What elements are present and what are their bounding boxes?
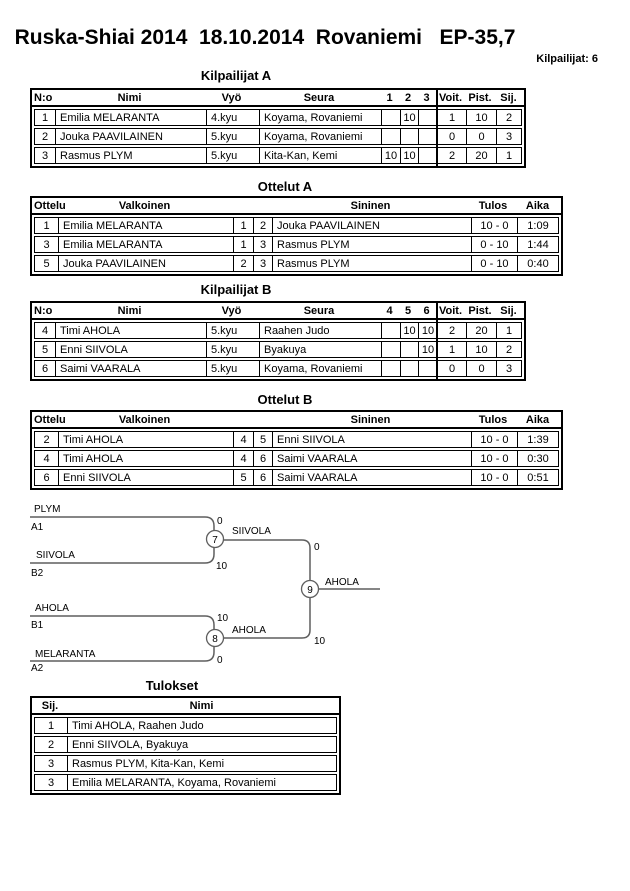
results-body bbox=[32, 715, 339, 793]
cell-white-name: Emilia MELARANTA bbox=[58, 218, 233, 233]
col-header-match: Ottelu bbox=[34, 413, 66, 426]
table-row bbox=[34, 717, 337, 734]
cell-white-name: Jouka PAAVILAINEN bbox=[58, 256, 233, 271]
cell-white-no: 4 bbox=[233, 451, 253, 466]
bracket-competitor-name: PLYM bbox=[34, 504, 61, 515]
cell-no: 1 bbox=[41, 111, 49, 124]
cell-name: Timi AHOLA, Raahen Judo bbox=[67, 718, 336, 733]
cell-blue-no: 2 bbox=[253, 218, 272, 233]
col-header-club: Seura bbox=[303, 304, 335, 317]
results-table bbox=[30, 696, 341, 795]
cell-blue-no: 5 bbox=[253, 432, 272, 447]
cell-place: 1 bbox=[47, 719, 55, 732]
cell-match-no: 3 bbox=[43, 238, 50, 251]
cell-name: Jouka PAAVILAINEN bbox=[55, 129, 206, 144]
cell-match-2: 10 bbox=[400, 110, 418, 125]
table-row bbox=[34, 755, 337, 772]
col-header-match-4: 4 bbox=[386, 304, 393, 317]
cell-match-no: 1 bbox=[43, 219, 50, 232]
bracket-competitor-name: AHOLA bbox=[35, 603, 69, 614]
cell-place: 2 bbox=[496, 110, 521, 125]
cell-blue-no: 3 bbox=[253, 256, 272, 271]
col-header-wins: Voit. bbox=[438, 91, 462, 104]
cell-blue-name: Jouka PAAVILAINEN bbox=[272, 218, 471, 233]
col-header-result: Tulos bbox=[478, 413, 508, 426]
cell-blue-name: Enni SIIVOLA bbox=[272, 432, 471, 447]
cell-no: 5 bbox=[41, 343, 49, 356]
cell-time: 1:09 bbox=[517, 218, 558, 233]
bracket-score: 0 bbox=[314, 542, 320, 553]
cell-name: Timi AHOLA bbox=[55, 323, 206, 338]
col-header-no: N:o bbox=[34, 91, 53, 104]
cell-no: 2 bbox=[41, 130, 49, 143]
cell-no: 3 bbox=[41, 149, 49, 162]
cell-wins: 1 bbox=[437, 110, 466, 125]
cell-result: 0 - 10 bbox=[471, 256, 517, 271]
bracket-seed-tag: B2 bbox=[31, 568, 44, 579]
col-header-place: Sij. bbox=[500, 304, 517, 317]
bracket-seed-tag: A1 bbox=[31, 522, 44, 533]
pool-b-heading: Kilpailijat B bbox=[200, 282, 272, 297]
cell-points: 0 bbox=[466, 361, 496, 376]
col-header-match-2: 2 bbox=[404, 91, 412, 104]
cell-match-no: 5 bbox=[43, 257, 50, 270]
cell-belt: 5.kyu bbox=[206, 342, 259, 357]
results-heading: Tulokset bbox=[145, 678, 199, 693]
cell-result: 10 - 0 bbox=[471, 451, 517, 466]
cell-club: Koyama, Rovaniemi bbox=[259, 110, 381, 125]
cell-white-no: 4 bbox=[233, 432, 253, 447]
cell-name: Emilia MELARANTA bbox=[55, 110, 206, 125]
cell-points: 10 bbox=[466, 342, 496, 357]
bracket-champion-name: AHOLA bbox=[325, 577, 359, 588]
cell-place: 3 bbox=[496, 361, 521, 376]
cell-points: 0 bbox=[466, 129, 496, 144]
bracket-competitor-name: SIIVOLA bbox=[36, 550, 75, 561]
bracket-score: 0 bbox=[217, 516, 223, 527]
col-header-time: Aika bbox=[525, 413, 550, 426]
results-header-row bbox=[32, 698, 339, 715]
bracket-winner-name: SIIVOLA bbox=[232, 526, 271, 537]
bracket-seed-tag: A2 bbox=[31, 663, 44, 674]
col-header-result: Tulos bbox=[478, 199, 508, 212]
cell-belt: 4.kyu bbox=[206, 110, 259, 125]
final-connector-line bbox=[224, 540, 311, 638]
cell-name: Saimi VAARALA bbox=[55, 361, 206, 376]
cell-white-name: Enni SIIVOLA bbox=[58, 470, 233, 485]
col-header-club: Seura bbox=[303, 91, 335, 104]
cell-name: Emilia MELARANTA, Koyama, Rovaniemi bbox=[67, 775, 336, 790]
cell-place: 2 bbox=[496, 342, 521, 357]
bracket-score: 0 bbox=[217, 655, 223, 666]
cell-belt: 5.kyu bbox=[206, 148, 259, 163]
cell-blue-name: Rasmus PLYM bbox=[272, 237, 471, 252]
cell-no: 6 bbox=[41, 362, 49, 375]
matches-a-heading: Ottelut A bbox=[257, 179, 313, 194]
col-header-name: Nimi bbox=[117, 91, 142, 104]
match-7-number: 7 bbox=[212, 535, 218, 546]
cell-points: 10 bbox=[466, 110, 496, 125]
col-header-wins: Voit. bbox=[438, 304, 462, 317]
cell-blue-no: 6 bbox=[253, 470, 272, 485]
participants-count: Kilpailijat: 6 bbox=[536, 53, 598, 65]
cell-time: 0:40 bbox=[517, 256, 558, 271]
col-header-name: Nimi bbox=[117, 304, 142, 317]
cell-match-no: 6 bbox=[43, 471, 50, 484]
col-header-place: Sij. bbox=[41, 699, 59, 712]
cell-white-no: 2 bbox=[233, 256, 253, 271]
col-header-white: Valkoinen bbox=[118, 413, 171, 426]
col-header-match-1: 1 bbox=[386, 91, 393, 104]
col-header-no: N:o bbox=[34, 304, 53, 317]
cell-place: 1 bbox=[496, 148, 521, 163]
cell-time: 0:51 bbox=[517, 470, 558, 485]
match-8-number: 8 bbox=[212, 634, 218, 645]
bracket-score: 10 bbox=[314, 636, 326, 647]
cell-match-5: 10 bbox=[400, 323, 418, 338]
cell-name: Rasmus PLYM bbox=[55, 148, 206, 163]
cell-belt: 5.kyu bbox=[206, 323, 259, 338]
cell-name: Rasmus PLYM, Kita-Kan, Kemi bbox=[67, 756, 336, 771]
col-header-belt: Vyö bbox=[221, 91, 242, 104]
cell-result: 10 - 0 bbox=[471, 470, 517, 485]
cell-wins: 1 bbox=[437, 342, 466, 357]
cell-match-1: 10 bbox=[381, 148, 400, 163]
col-header-points: Pist. bbox=[468, 91, 492, 104]
col-header-time: Aika bbox=[525, 199, 550, 212]
cell-white-no: 1 bbox=[233, 237, 253, 252]
cell-place: 3 bbox=[496, 129, 521, 144]
cell-points: 20 bbox=[466, 323, 496, 338]
cell-wins: 2 bbox=[437, 148, 466, 163]
cell-club: Raahen Judo bbox=[259, 323, 381, 338]
cell-result: 0 - 10 bbox=[471, 237, 517, 252]
cell-name: Enni SIIVOLA, Byakuya bbox=[67, 737, 336, 752]
cell-match-no: 2 bbox=[43, 433, 50, 446]
page-title: Ruska-Shiai 2014 18.10.2014 Rovaniemi EP-35,7 bbox=[14, 26, 516, 49]
cell-no: 4 bbox=[41, 324, 49, 337]
bracket-score: 10 bbox=[216, 561, 228, 572]
cell-time: 1:44 bbox=[517, 237, 558, 252]
cell-blue-name: Saimi VAARALA bbox=[272, 470, 471, 485]
col-header-match-3: 3 bbox=[423, 91, 430, 104]
bracket-competitor-name: MELARANTA bbox=[35, 649, 96, 660]
cell-white-no: 1 bbox=[233, 218, 253, 233]
cell-club: Kita-Kan, Kemi bbox=[259, 148, 381, 163]
cell-match-6: 10 bbox=[418, 342, 437, 357]
cell-match-no: 4 bbox=[43, 452, 50, 465]
cell-place: 3 bbox=[47, 757, 55, 770]
cell-blue-no: 6 bbox=[253, 451, 272, 466]
match-9-number: 9 bbox=[307, 585, 313, 596]
bracket-winner-name: AHOLA bbox=[232, 625, 266, 636]
col-header-match: Ottelu bbox=[34, 199, 66, 212]
cell-time: 1:39 bbox=[517, 432, 558, 447]
cell-white-no: 5 bbox=[233, 470, 253, 485]
col-header-blue: Sininen bbox=[350, 199, 391, 212]
cell-white-name: Emilia MELARANTA bbox=[58, 237, 233, 252]
table-row bbox=[34, 736, 337, 753]
col-header-name: Nimi bbox=[189, 699, 214, 712]
cell-wins: 0 bbox=[437, 361, 466, 376]
cell-points: 20 bbox=[466, 148, 496, 163]
cell-match-2: 10 bbox=[400, 148, 418, 163]
col-header-match-6: 6 bbox=[423, 304, 430, 317]
cell-blue-name: Rasmus PLYM bbox=[272, 256, 471, 271]
cell-time: 0:30 bbox=[517, 451, 558, 466]
table-row bbox=[34, 774, 337, 791]
cell-club: Koyama, Rovaniemi bbox=[259, 129, 381, 144]
cell-place: 2 bbox=[47, 738, 55, 751]
cell-white-name: Timi AHOLA bbox=[58, 432, 233, 447]
cell-wins: 2 bbox=[437, 323, 466, 338]
matches-b-heading: Ottelut B bbox=[257, 392, 313, 407]
pool-a-heading: Kilpailijat A bbox=[200, 68, 272, 83]
cell-club: Koyama, Rovaniemi bbox=[259, 361, 381, 376]
cell-name: Enni SIIVOLA bbox=[55, 342, 206, 357]
cell-place: 3 bbox=[47, 776, 55, 789]
col-header-blue: Sininen bbox=[350, 413, 391, 426]
cell-blue-name: Saimi VAARALA bbox=[272, 451, 471, 466]
cell-blue-no: 3 bbox=[253, 237, 272, 252]
bracket-score: 10 bbox=[217, 613, 229, 624]
cell-result: 10 - 0 bbox=[471, 432, 517, 447]
col-header-points: Pist. bbox=[468, 304, 492, 317]
cell-white-name: Timi AHOLA bbox=[58, 451, 233, 466]
cell-club: Byakuya bbox=[259, 342, 381, 357]
cell-match-6: 10 bbox=[418, 323, 437, 338]
cell-belt: 5.kyu bbox=[206, 129, 259, 144]
col-header-place: Sij. bbox=[500, 91, 517, 104]
col-header-belt: Vyö bbox=[221, 304, 242, 317]
cell-belt: 5.kyu bbox=[206, 361, 259, 376]
col-header-match-5: 5 bbox=[404, 304, 412, 317]
bracket-seed-tag: B1 bbox=[31, 620, 44, 631]
col-header-white: Valkoinen bbox=[118, 199, 171, 212]
cell-result: 10 - 0 bbox=[471, 218, 517, 233]
cell-wins: 0 bbox=[437, 129, 466, 144]
cell-place: 1 bbox=[496, 323, 521, 338]
